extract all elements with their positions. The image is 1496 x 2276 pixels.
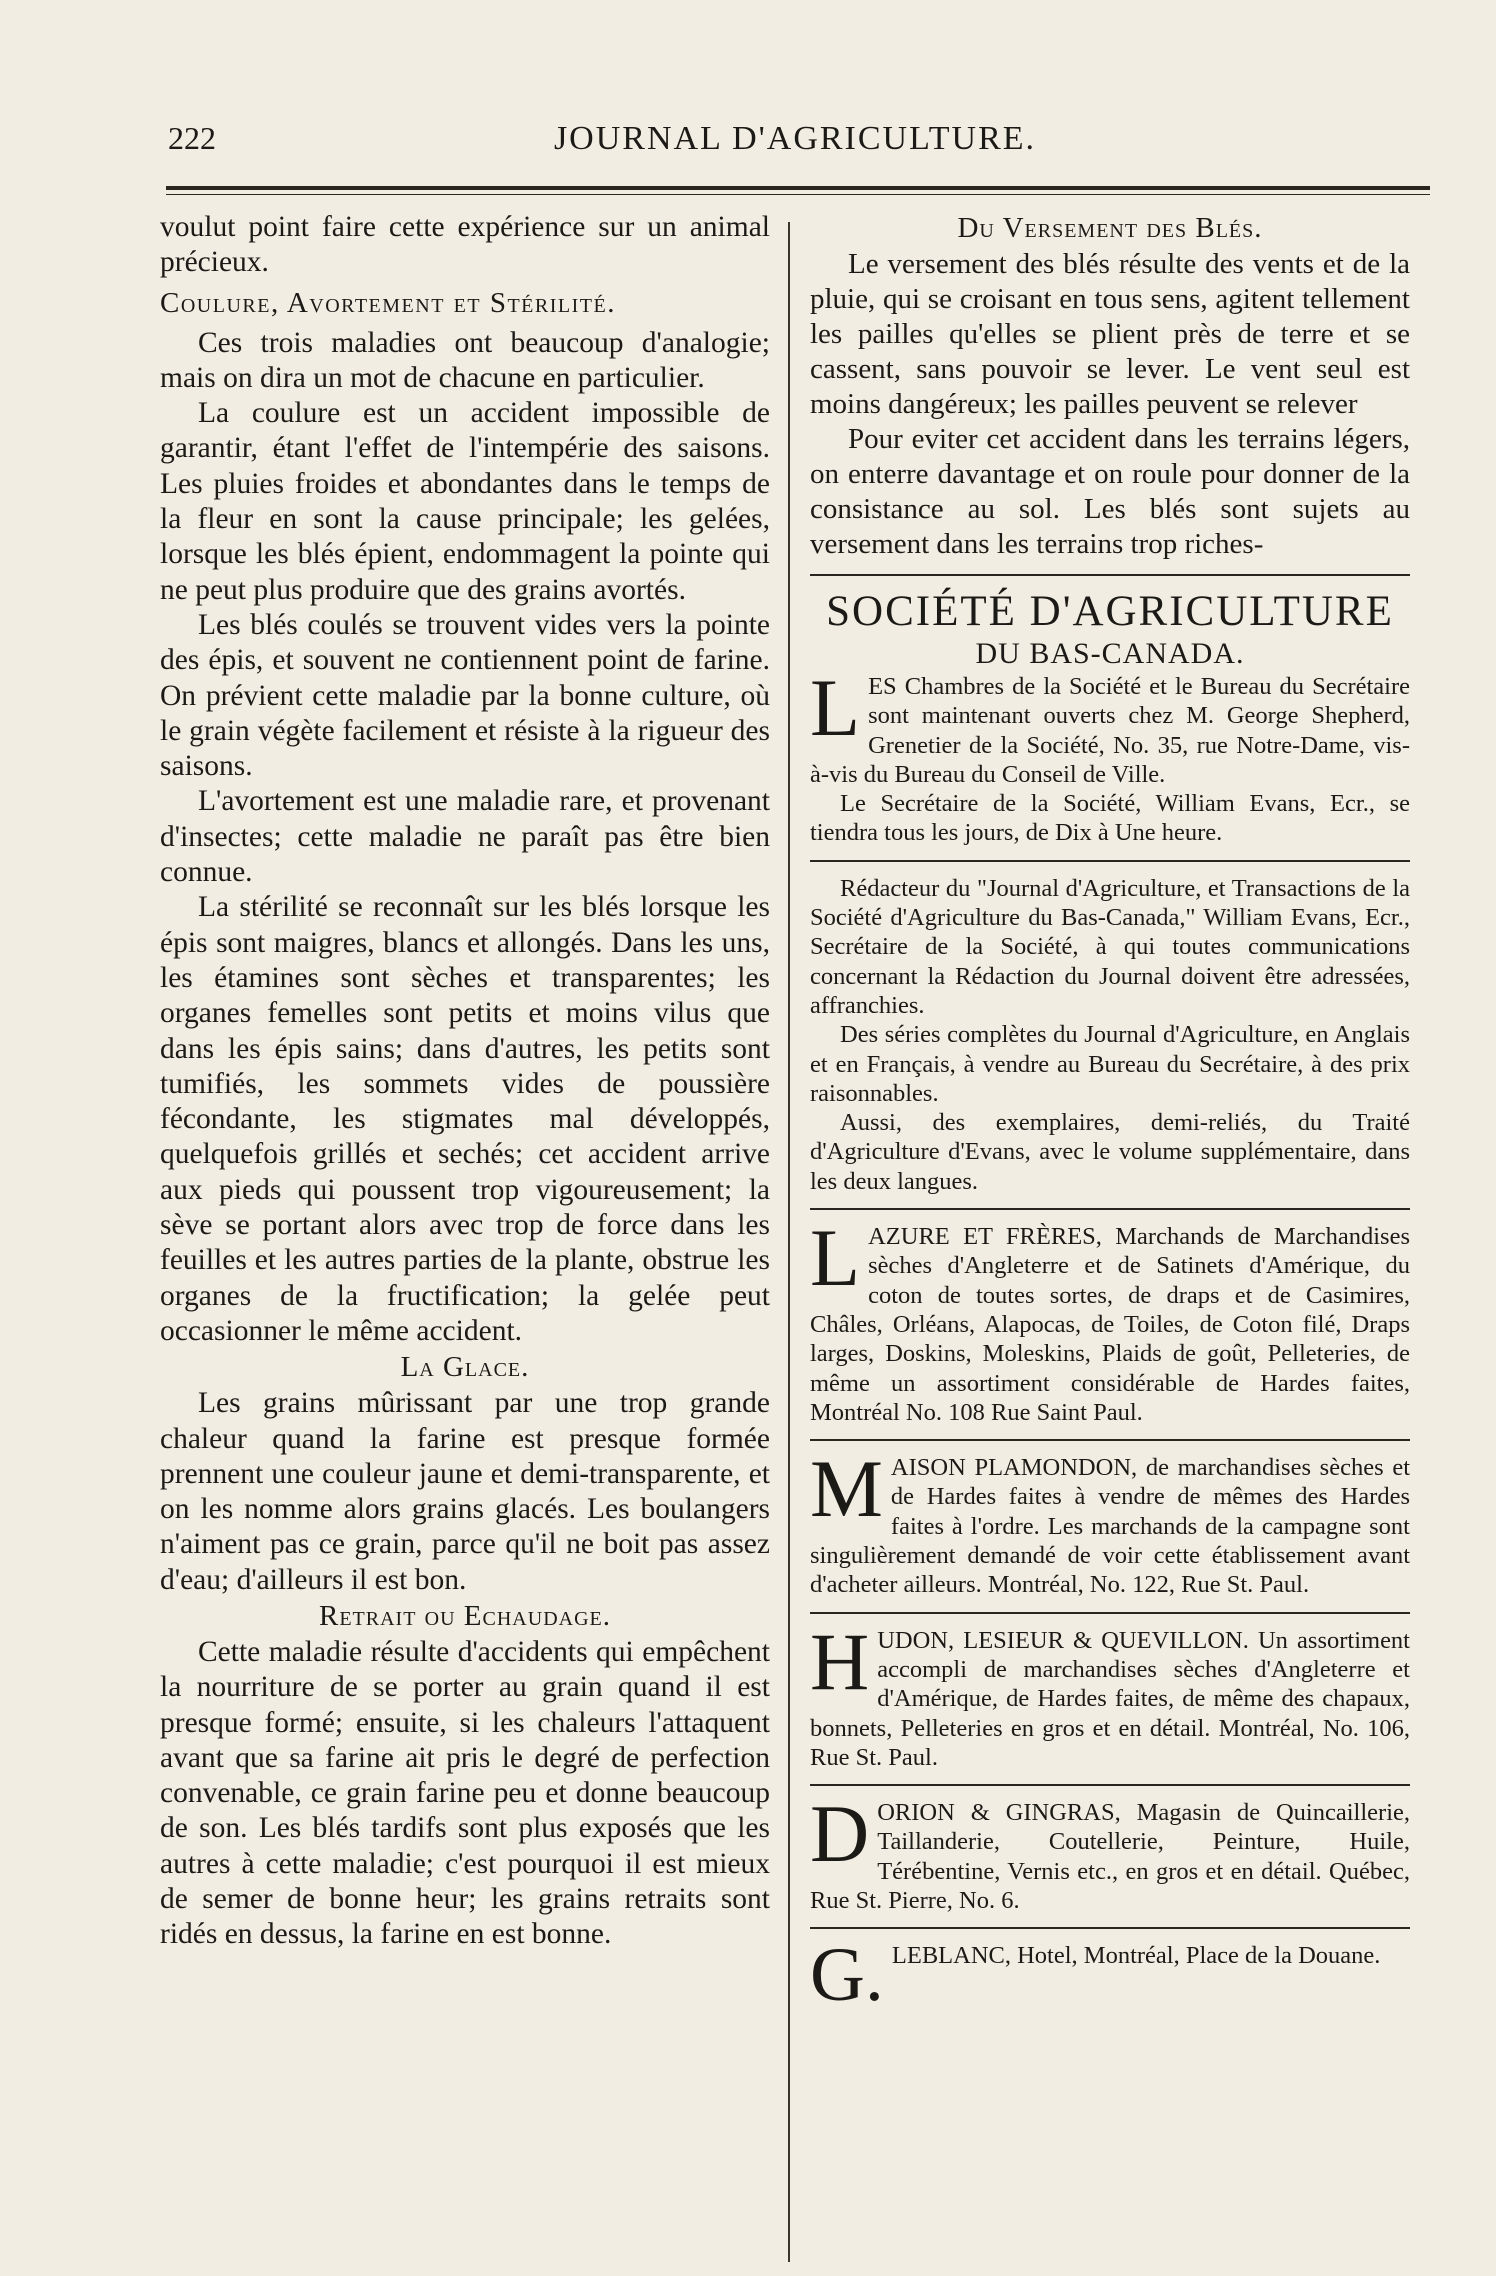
advertisement [810, 1222, 1410, 1427]
paragraph: L'avortement est une maladie rare, et provenant d'insectes; cette maladie ne paraît pas être bien connue. [160, 785, 770, 889]
advertisement [810, 1626, 1410, 1772]
drop-cap: H [810, 1625, 870, 1707]
advertisement [810, 1941, 1410, 2005]
page-header [160, 120, 1430, 170]
paragraph: Des séries complètes du Journal d'Agriculture, en Anglais et en Français, à vendre au Bureau du Secrétaire, à des prix raisonnables. [810, 1021, 1410, 1107]
divider [810, 1612, 1410, 1614]
ad-text: ORION & GINGRAS, Magasin de Quincaillerie, Taillanderie, Coutellerie, Peinture, Huile, Térébentine, Vernis etc., en gros et en détail. Québec, Rue St. Pierre, No. 6. [810, 1799, 1410, 1914]
ad-text: AZURE ET FRÈRES, Marchands de Marchandises sèches d'Angleterre et de Satinets d'Amérique, du coton de toutes sortes, de draps et de Casimires, Châles, Orléans, Alapocas, de Toiles, de Coton filé, Draps larges, Doskins, Moleskins, Plaids de goût, Pelleteries, de même un assortiment considérable de Hardes faites, Montréal No. 108 Rue Saint Paul. [810, 1223, 1410, 1426]
paragraph: Ces trois maladies ont beaucoup d'analogie; mais on dira un mot de chacune en particulier. [160, 326, 770, 394]
society-subtitle: DU BAS-CANADA. [975, 637, 1245, 670]
drop-cap: L [810, 672, 861, 753]
editor-notice [810, 874, 1410, 1196]
drop-cap: L [810, 1222, 861, 1304]
paragraph: La coulure est un accident impossible de garantir, étant l'effet de l'intempérie des saisons. Les pluies froides et abondantes dans le temps de la fleur en sont la cause principale; les gelées, lorsque les blés épient, endommagent la pointe qui ne peut plus produire que des grains avortés. [160, 397, 770, 606]
divider [810, 574, 1410, 576]
ad-text: UDON, LESIEUR & QUEVILLON. Un assortiment accompli de marchandises sèches d'Angleterre et d'Amérique, de Hardes faites, de même des chapaux, bonnets, Pelleteries en gros et en détail. Montréal, No. 106, Rue St. Paul. [810, 1626, 1410, 1771]
drop-cap: G. [810, 1941, 884, 2006]
paragraph: Aussi, des exemplaires, demi-reliés, du Traité d'Agriculture d'Evans, avec le volume supplémentaire, dans les deux langues. [810, 1109, 1410, 1195]
society-title: SOCIÉTÉ D'AGRICULTURE [826, 588, 1394, 635]
page-number: 222 [168, 120, 216, 156]
drop-cap: D [810, 1798, 870, 1880]
divider [810, 1784, 1410, 1786]
paragraph: Les blés coulés se trouvent vides vers la pointe des épis, et souvent ne contiennent point de farine. On prévient cette maladie par la bonne culture, où le grain végète facilement et résiste à la rigueur des saisons. [160, 608, 770, 783]
paragraph: Rédacteur du "Journal d'Agriculture, et Transactions de la Société d'Agriculture du Bas-Canada," William Evans, Ecr., Secrétaire de la Société, à qui toutes communications concernant la Rédaction du Journal doivent être adressées, affranchies. [810, 874, 1410, 1019]
ad-text: LEBLANC, Hotel, Montréal, Place de la Douane. [891, 1942, 1381, 1970]
section-heading: Retrait ou Echaudage. [318, 1599, 611, 1632]
section-heading: Coulure, Avortement et Stérilité. [160, 286, 616, 319]
paragraph: voulut point faire cette expérience sur un animal précieux. [160, 211, 770, 279]
section-heading: Du Versement des Blés. [957, 212, 1263, 244]
paragraph: Cette maladie résulte d'accidents qui empêchent la nourriture de se porter au grain quand il est presque formé; ensuite, si les chaleurs l'attaquent avant que sa farine ait pris le degré de perfection convenable, ce grain farine peu et donne beaucoup de son. Les blés tardifs sont plus exposés que les autres à cette maladie; c'est pourquoi il est mieux de semer de bonne heur; les grains retraits sont ridés en dessus, la farine en est bonne. [160, 1635, 770, 1951]
paragraph: Le Secrétaire de la Société, William Evans, Ecr., se tiendra tous les jours, de Dix à Une heure. [810, 790, 1410, 847]
paragraph: Les grains mûrissant par une trop grande chaleur quand la farine est presque formée prennent une couleur jaune et demi-transparente, et on les nomme alors grains glacés. Les boulangers n'aiment pas ce grain, parce qu'il ne boit pas assez d'eau; d'ailleurs il est bon. [160, 1387, 770, 1596]
advertisement [810, 1453, 1410, 1599]
divider [810, 860, 1410, 862]
column-divider [788, 222, 790, 2262]
ad-text: AISON PLAMONDON, de marchandises sèches et de Hardes faites à vendre de mêmes des Hardes faites à l'ordre. Les marchands de la campagne sont singulièrement demandé de voir cette établissement avant d'acheter ailleurs. Montréal, No. 122, Rue St. Paul. [810, 1454, 1410, 1599]
running-title: JOURNAL D'AGRICULTURE. [553, 120, 1037, 157]
divider [810, 1927, 1410, 1929]
right-column [810, 210, 1410, 2005]
header-rule [166, 186, 1430, 190]
paragraph: Le versement des blés résulte des vents et de la pluie, qui se croisant en tous sens, agitent tellement les pailles qu'elles se plient près de terre et se cassent, sans pouvoir se lever. Le vent seul est moins dangéreux; les pailles peuvent se relever [810, 248, 1410, 420]
drop-cap: M [810, 1453, 883, 1535]
left-column [160, 210, 770, 1953]
paragraph: Pour eviter cet accident dans les terrains légers, on enterre davantage et on roule pour donner de la consistance au sol. Les blés sont sujets au versement dans les terrains trop riches- [810, 423, 1410, 560]
society-notice [810, 672, 1410, 848]
section-heading: La Glace. [400, 1351, 530, 1384]
header-rule-thin [166, 194, 1430, 195]
paragraph: ES Chambres de la Société et le Bureau du Secrétaire sont maintenant ouverts chez M. George Shepherd, Grenetier de la Société, No. 35, rue Notre-Dame, vis-à-vis du Bureau du Conseil de Ville. [810, 673, 1410, 788]
advertisement [810, 1798, 1410, 1915]
divider [810, 1208, 1410, 1210]
paragraph: La stérilité se reconnaît sur les blés lorsque les épis sont maigres, blancs et allongés. Dans les uns, les étamines sont sèches et transparentes; les organes femelles sont petits et moins vilus que dans les épis sains; dans d'autres, les petits sont tumifiés, les sommets vides de poussière fécondante, les stigmates mal développés, quelquefois grillés et sechés; cet accident arrive aux pieds qui poussent trop vigoureusement; la sève se portant alors avec trop de force dans les feuilles et les autres parties de la plante, obstrue les organes de la fructification; la gelée peut occasionner le même accident. [160, 891, 770, 1347]
divider [810, 1439, 1410, 1441]
